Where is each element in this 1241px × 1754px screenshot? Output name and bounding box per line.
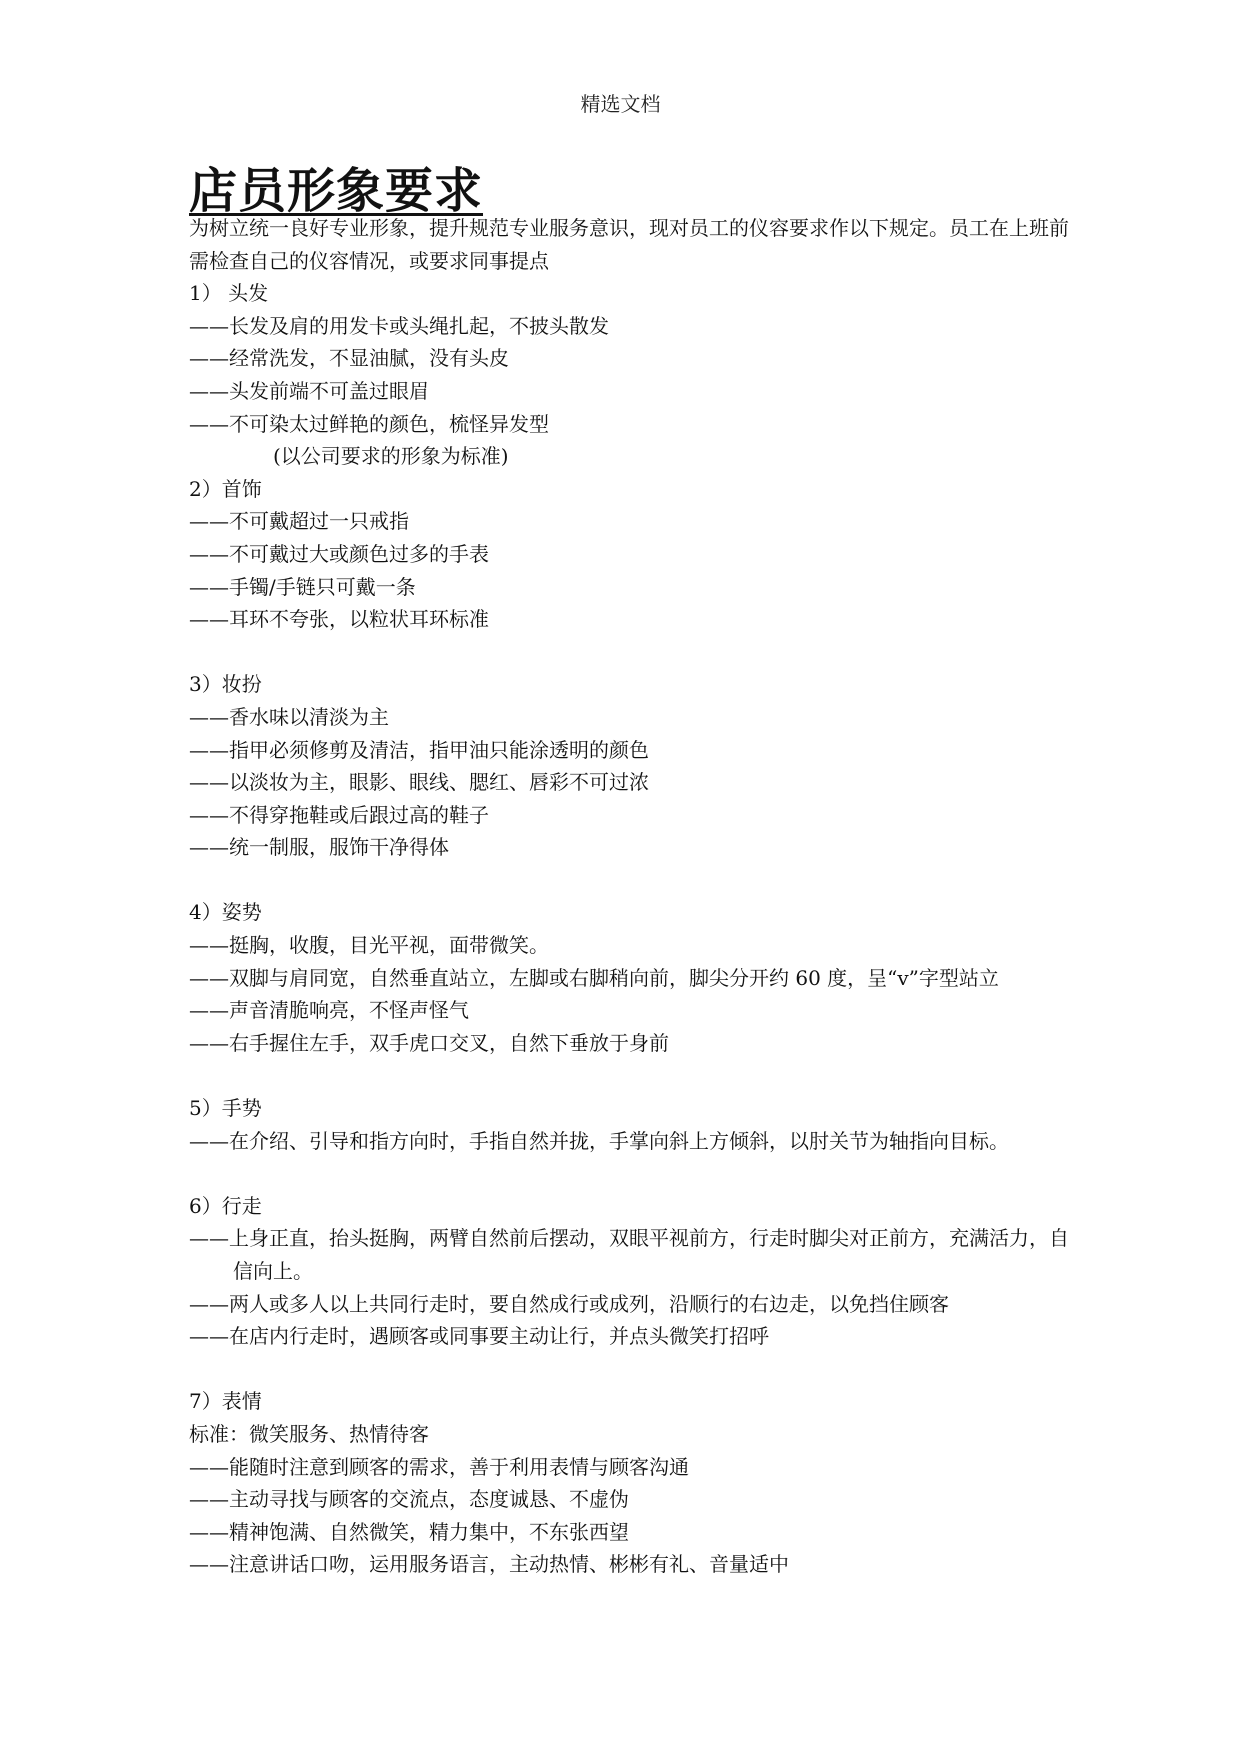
list-item: —— 主动寻找与顾客的交流点，态度诚恳、不虚伪 [189, 1483, 1069, 1516]
spacer [189, 1157, 1069, 1190]
list-item: —— 右手握住左手，双手虎口交叉，自然下垂放于身前 [189, 1027, 1069, 1060]
spacer [189, 1059, 1069, 1092]
list-item: —— 不可戴超过一只戒指 [189, 505, 1069, 538]
list-item: —— 不得穿拖鞋或后跟过高的鞋子 [189, 799, 1069, 832]
list-item: —— 不可戴过大或颜色过多的手表 [189, 538, 1069, 571]
document-body [189, 212, 1069, 1581]
section-heading-posture: 4）姿势 [189, 900, 262, 925]
list-item: —— 头发前端不可盖过眼眉 [189, 375, 1069, 408]
section-heading-expression: 7）表情 [189, 1389, 262, 1414]
list-item: —— 在店内行走时，遇顾客或同事要主动让行，并点头微笑打招呼 [189, 1320, 1069, 1353]
section-standard: 标准：微笑服务、热情待客 [189, 1421, 429, 1446]
spacer [189, 636, 1069, 669]
list-item: —— 耳环不夸张，以粒状耳环标准 [189, 603, 1069, 636]
list-item: —— 经常洗发，不显油腻，没有头皮 [189, 342, 1069, 375]
section-heading-makeup: 3）妆扮 [189, 672, 262, 697]
list-item: —— 能随时注意到顾客的需求，善于利用表情与顾客沟通 [189, 1451, 1069, 1484]
list-item: —— 长发及肩的用发卡或头绳扎起，不披头散发 [189, 310, 1069, 343]
list-item: —— 两人或多人以上共同行走时，要自然成行或成列，沿顺行的右边走，以免挡住顾客 [189, 1288, 1069, 1321]
list-item: —— 指甲必须修剪及清洁，指甲油只能涂透明的颜色 [189, 734, 1069, 767]
list-item: —— 挺胸，收腹，目光平视，面带微笑。 [189, 929, 1069, 962]
section-note: (以公司要求的形象为标准) [273, 444, 509, 469]
section-heading-walking: 6）行走 [189, 1193, 262, 1218]
list-item: —— 手镯/手链只可戴一条 [189, 571, 1069, 604]
list-item: —— 声音清脆响亮，不怪声怪气 [189, 994, 1069, 1027]
spacer [189, 864, 1069, 897]
page-header: 精选文档 [580, 92, 661, 116]
list-item: —— 双脚与肩同宽，自然垂直站立，左脚或右脚稍向前，脚尖分开约 60 度，呈“v”字型站立 [189, 962, 1069, 995]
section-heading-hair: 1） 头发 [189, 281, 269, 306]
spacer [189, 1353, 1069, 1386]
list-item: —— 不可染太过鲜艳的颜色，梳怪异发型 [189, 408, 1069, 441]
list-item: —— 在介绍、引导和指方向时，手指自然并拢，手掌向斜上方倾斜，以肘关节为轴指向目标。 [189, 1125, 1069, 1158]
list-item: —— 上身正直，抬头挺胸，两臂自然前后摆动，双眼平视前方，行走时脚尖对正前方，充满活力，自信向上。 [189, 1222, 1069, 1287]
list-item: —— 注意讲话口吻，运用服务语言，主动热情、彬彬有礼、音量适中 [189, 1548, 1069, 1581]
list-item: —— 精神饱满、自然微笑，精力集中，不东张西望 [189, 1516, 1069, 1549]
intro-paragraph: 为树立统一良好专业形象，提升规范专业服务意识，现对员工的仪容要求作以下规定。员工在上班前需检查自己的仪容情况，或要求同事提点 [189, 216, 1069, 273]
list-item: —— 以淡妆为主，眼影、眼线、腮红、唇彩不可过浓 [189, 766, 1069, 799]
section-heading-gesture: 5）手势 [189, 1096, 262, 1121]
section-heading-jewelry: 2）首饰 [189, 476, 262, 501]
list-item: —— 统一制服，服饰干净得体 [189, 831, 1069, 864]
document-title: 店员形象要求 [189, 163, 484, 219]
list-item: —— 香水味以清淡为主 [189, 701, 1069, 734]
